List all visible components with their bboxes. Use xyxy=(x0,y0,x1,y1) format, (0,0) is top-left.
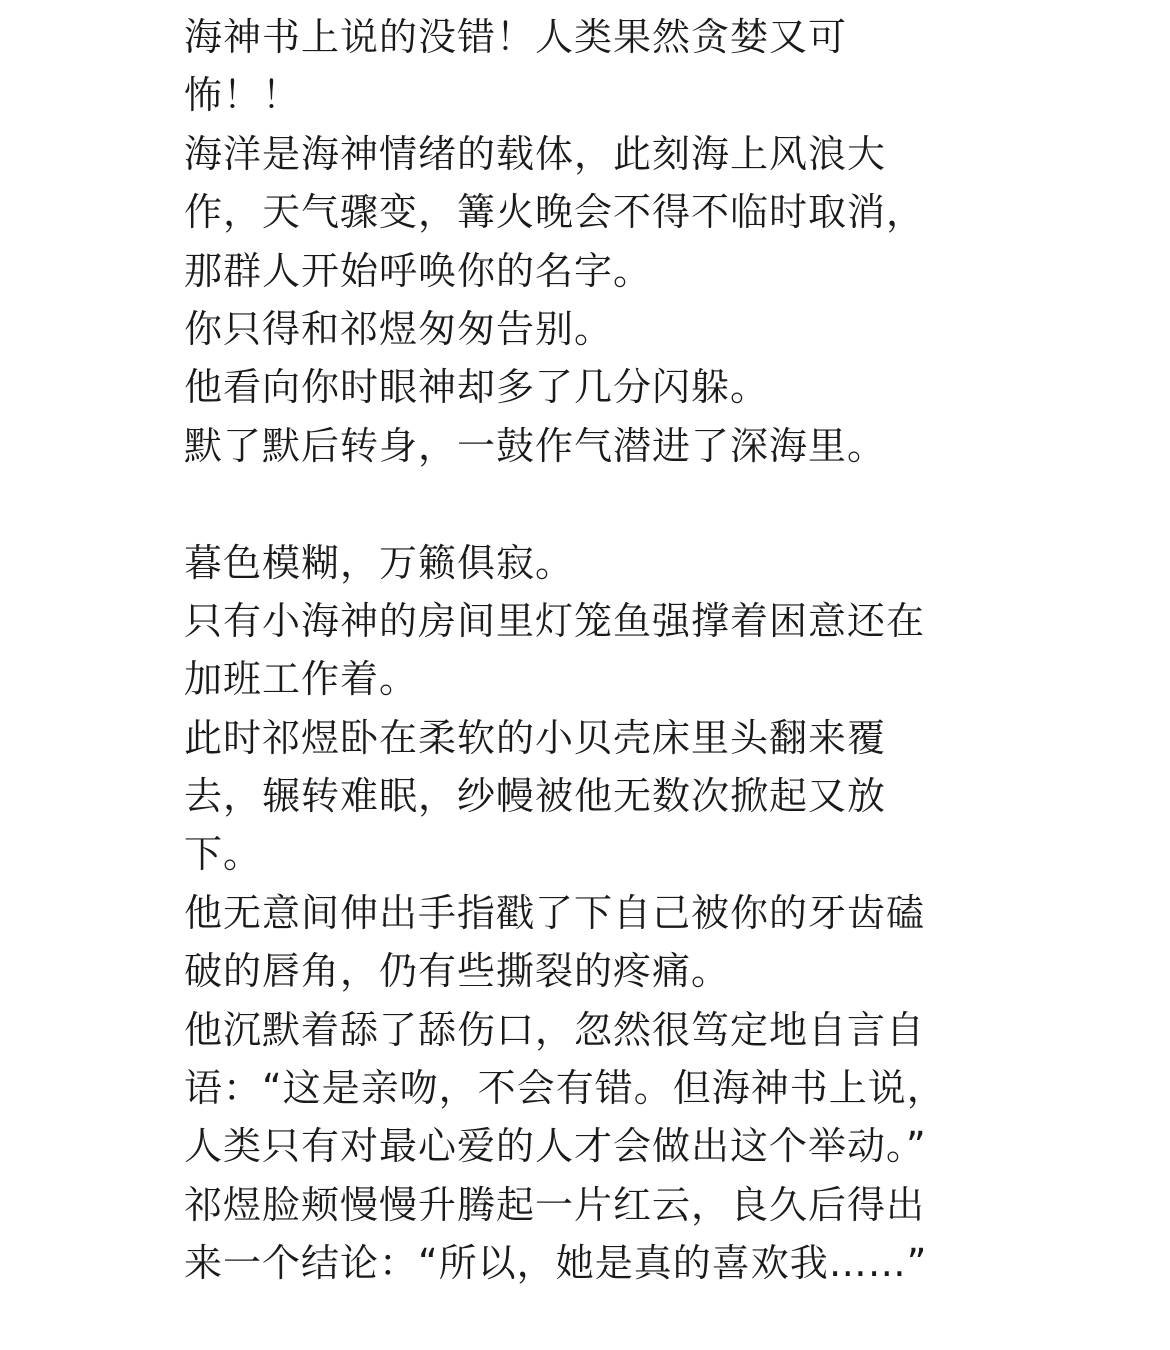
text-line: 你只得和祁煜匆匆告别。 xyxy=(184,306,614,351)
text-line: 他无意间伸出手指戳了下自己被你的牙齿磕 xyxy=(184,890,926,935)
text-line: 来一个结论：“所以，她是真的喜欢我……” xyxy=(184,1241,928,1286)
text-line: 祁煜脸颊慢慢升腾起一片红云，良久后得出 xyxy=(184,1182,926,1227)
paragraph-gap xyxy=(184,475,1014,533)
text-line: 他沉默着舔了舔伤口，忽然很笃定地自言自 xyxy=(184,1007,926,1052)
text-line: 暮色模糊，万籁俱寂。 xyxy=(184,540,575,585)
text-line: 语：“这是亲吻，不会有错。但海神书上说， xyxy=(184,1066,946,1111)
text-line: 默了默后转身，一鼓作气潜进了深海里。 xyxy=(184,423,887,468)
text-line: 海洋是海神情绪的载体，此刻海上风浪大 xyxy=(184,131,887,176)
text-line: 他看向你时眼神却多了几分闪躲。 xyxy=(184,365,770,410)
text-line: 海神书上说的没错！人类果然贪婪又可 xyxy=(184,15,848,59)
text-line: 作，天气骤变，篝火晚会不得不临时取消， xyxy=(184,190,926,235)
text-line: 只有小海神的房间里灯笼鱼强撑着困意还在 xyxy=(184,598,926,643)
text-line: 此时祁煜卧在柔软的小贝壳床里头翻来覆 xyxy=(184,715,887,760)
text-line: 加班工作着。 xyxy=(184,657,419,702)
text-line: 去，辗转难眠，纱幔被他无数次掀起又放 xyxy=(184,774,887,819)
text-line: 破的唇角，仍有些撕裂的疼痛。 xyxy=(184,949,731,994)
article-body xyxy=(184,8,1014,1293)
text-line: 人类只有对最心爱的人才会做出这个举动。” xyxy=(184,1124,927,1169)
text-line: 那群人开始呼唤你的名字。 xyxy=(184,248,653,293)
text-line: 下。 xyxy=(184,832,263,877)
text-line: 怖！！ xyxy=(184,73,302,118)
